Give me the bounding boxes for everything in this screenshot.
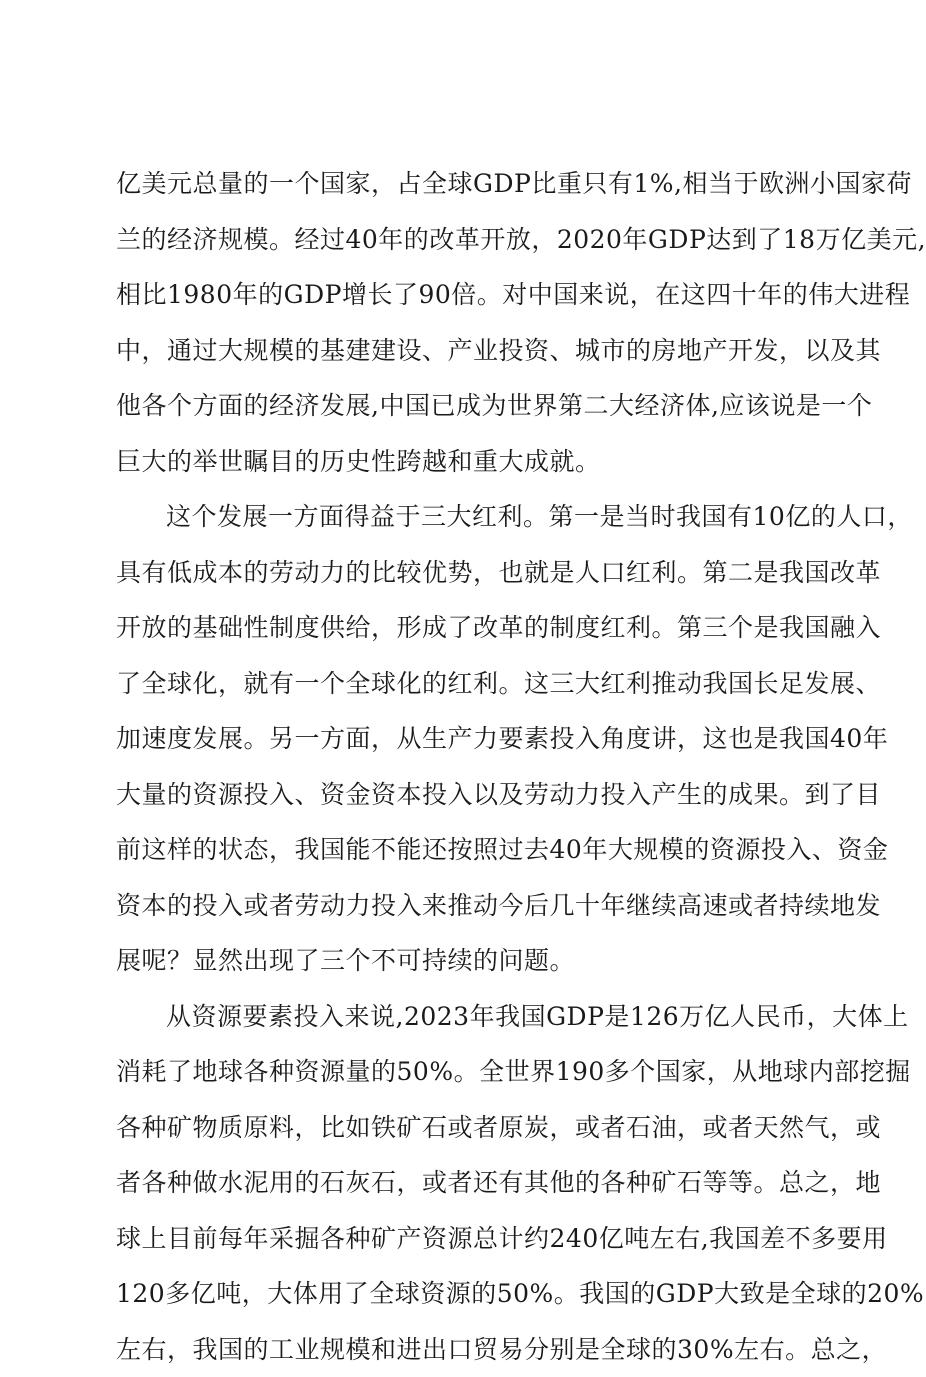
paragraph-3-line-1: 从资源要素投入来说,2023年我国GDP是126万亿人民币，大体上: [116, 989, 816, 1045]
paragraph-2-line-7: 前这样的状态，我国能不能还按照过去40年大规模的资源投入、资金: [116, 822, 816, 878]
paragraph-2-line-8: 资本的投入或者劳动力投入来推动今后几十年继续高速或者持续地发: [116, 878, 816, 934]
paragraph-2-line-5: 加速度发展。另一方面，从生产力要素投入角度讲，这也是我国40年: [116, 711, 816, 767]
paragraph-3-line-5: 球上目前每年采掘各种矿产资源总计约240亿吨左右,我国差不多要用: [116, 1211, 816, 1267]
document-body: [116, 156, 816, 1377]
paragraph-3-line-6: 120多亿吨，大体用了全球资源的50%。我国的GDP大致是全球的20%: [116, 1266, 816, 1322]
paragraph-1-line-3: 相比1980年的GDP增长了90倍。对中国来说，在这四十年的伟大进程: [116, 267, 816, 323]
paragraph-3-line-7: 左右，我国的工业规模和进出口贸易分别是全球的30%左右。总之，: [116, 1322, 816, 1377]
paragraph-2-line-4: 了全球化，就有一个全球化的红利。这三大红利推动我国长足发展、: [116, 656, 816, 712]
paragraph-2-line-1: 这个发展一方面得益于三大红利。第一是当时我国有10亿的人口，: [116, 489, 816, 545]
paragraph-3-line-4: 者各种做水泥用的石灰石，或者还有其他的各种矿石等等。总之，地: [116, 1155, 816, 1211]
paragraph-1-line-2: 兰的经济规模。经过40年的改革开放，2020年GDP达到了18万亿美元,: [116, 212, 816, 268]
paragraph-1-line-1: 亿美元总量的一个国家，占全球GDP比重只有1%,相当于欧洲小国家荷: [116, 156, 816, 212]
paragraph-2-line-2: 具有低成本的劳动力的比较优势，也就是人口红利。第二是我国改革: [116, 545, 816, 601]
paragraph-1-line-4: 中，通过大规模的基建建设、产业投资、城市的房地产开发，以及其: [116, 323, 816, 379]
paragraph-2-line-9: 展呢？显然出现了三个不可持续的问题。: [116, 933, 816, 989]
paragraph-3-line-2: 消耗了地球各种资源量的50%。全世界190多个国家，从地球内部挖掘: [116, 1044, 816, 1100]
paragraph-1-line-6: 巨大的举世瞩目的历史性跨越和重大成就。: [116, 434, 816, 490]
paragraph-2-line-6: 大量的资源投入、资金资本投入以及劳动力投入产生的成果。到了目: [116, 767, 816, 823]
paragraph-2-line-3: 开放的基础性制度供给，形成了改革的制度红利。第三个是我国融入: [116, 600, 816, 656]
paragraph-1-line-5: 他各个方面的经济发展,中国已成为世界第二大经济体,应该说是一个: [116, 378, 816, 434]
paragraph-3-line-3: 各种矿物质原料，比如铁矿石或者原炭，或者石油，或者天然气，或: [116, 1100, 816, 1156]
